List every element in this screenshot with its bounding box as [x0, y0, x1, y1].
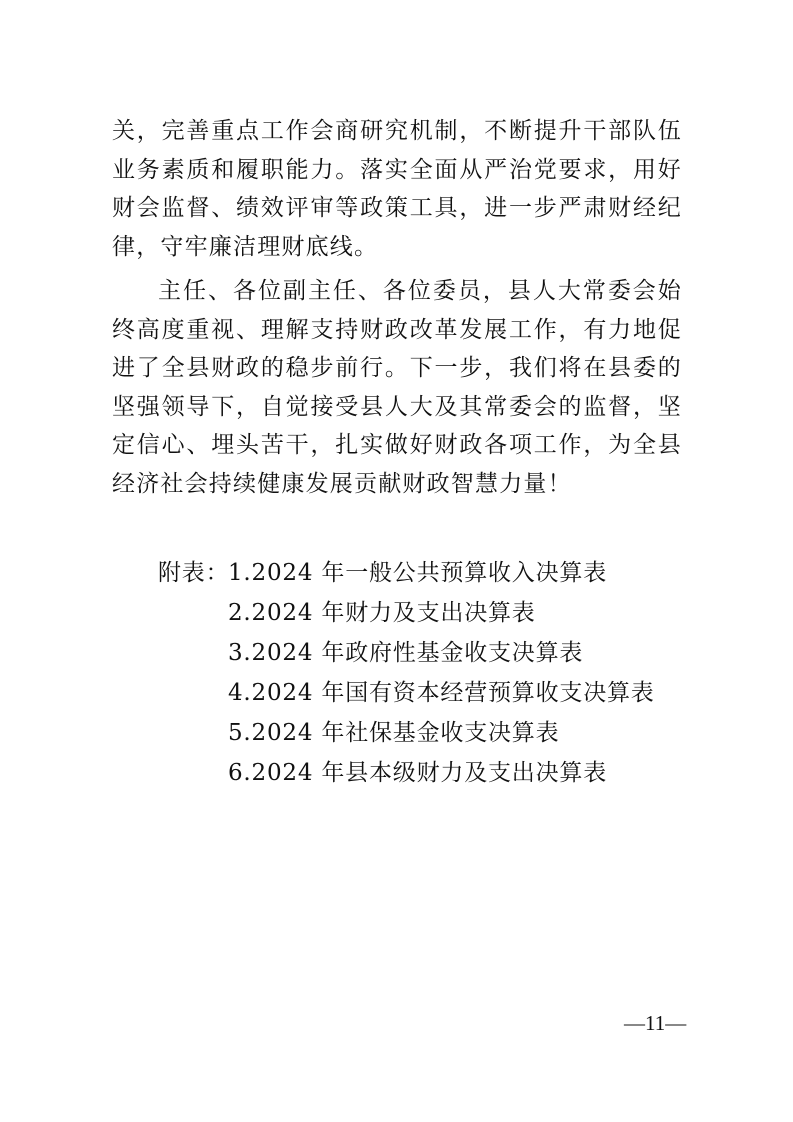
appendix-item: 2.2024 年财力及支出决算表 [228, 600, 536, 626]
appendix-row [158, 753, 718, 793]
appendix-item: 1.2024 年一般公共预算收入决算表 [228, 560, 607, 586]
page-number: —11— [624, 1011, 687, 1035]
appendix-row [158, 673, 718, 713]
appendix-row [158, 633, 718, 673]
appendix-list [158, 553, 718, 793]
appendix-row [158, 593, 718, 633]
appendix-item: 4.2024 年国有资本经营预算收支决算表 [228, 680, 655, 706]
appendix-item: 5.2024 年社保基金收支决算表 [228, 720, 560, 746]
appendix-row [158, 713, 718, 753]
appendix-item: 6.2024 年县本级财力及支出决算表 [228, 760, 607, 786]
body-paragraph-2: 主任、各位副主任、各位委员，县人大常委会始终高度重视、理解支持财政改革发展工作，有力地促进了全县财政的稳步前行。下一步，我们将在县委的坚强领导下，自觉接受县人大及其常委会的监督，坚定信心、埋头苦干，扎实做好财政各项工作，为全县经济社会持续健康发展贡献财政智慧力量！ [112, 278, 682, 497]
body-paragraph-1: 关，完善重点工作会商研究机制，不断提升干部队伍业务素质和履职能力。落实全面从严治党要求，用好财会监督、绩效评审等政策工具，进一步严肃财经纪律，守牢廉洁理财底线。 [112, 118, 682, 260]
appendix-label: 附表： [158, 560, 230, 586]
appendix-row [158, 553, 718, 593]
appendix-item: 3.2024 年政府性基金收支决算表 [228, 640, 584, 666]
